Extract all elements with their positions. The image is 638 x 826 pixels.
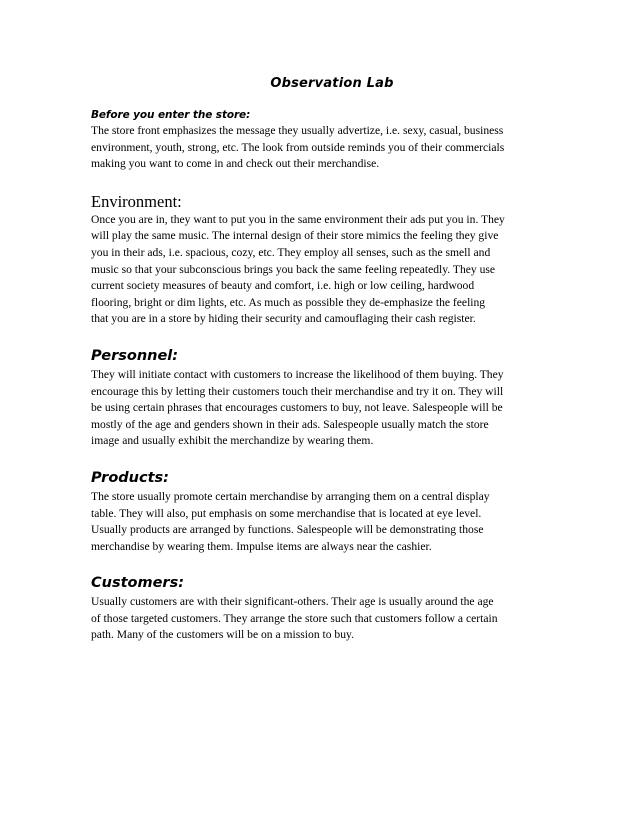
text-line: flooring, bright or dim lights, etc. As much as possible they de-emphasize the feeling [91,295,486,309]
text-line: They will initiate contact with customers to increase the likelihood of them buying. They [91,367,504,381]
text-line: Once you are in, they want to put you in the same environment their ads put you in. They [91,212,505,226]
text-line: will play the same music. The internal design of their store mimics the feeling they give [91,229,499,243]
text-line: current society measures of beauty and comfort, i.e. high or low ceiling, hardwood [91,279,475,293]
section-heading-before-you-enter: Before you enter the store: [91,109,251,121]
section-body-environment [91,212,553,328]
section-heading-personnel: Personnel: [91,347,179,364]
section-heading-environment: Environment: [91,191,182,211]
text-line: that you are in a store by hiding their security and camouflaging their cash register. [91,312,476,326]
text-line: environment, youth, strong, etc. The look from outside reminds you of their commercials [91,140,505,154]
text-line: music so that your subconscious brings you back the same feeling repeatedly. They use [91,262,496,276]
document-page [91,76,553,644]
section-environment [91,193,553,328]
section-body-products [91,489,553,555]
text-line: The store front emphasizes the message they usually advertize, i.e. sexy, casual, business [91,124,504,137]
section-body-before-you-enter [91,123,553,173]
text-line: mostly of the age and genders shown in their ads. Salespeople usually match the store [91,417,489,431]
text-line: image and usually exhibit the merchandize by wearing them. [91,434,374,448]
text-line: path. Many of the customers will be on a mission to buy. [91,628,354,642]
section-heading-customers: Customers: [91,575,185,592]
section-body-personnel [91,367,553,450]
text-line: be using certain phrases that encourages customers to buy, not leave. Salespeople will be [91,401,503,415]
text-line: The store usually promote certain merchandise by arranging them on a central display [91,489,490,503]
text-line: of those targeted customers. They arrange the store such that customers follow a certain [91,611,498,625]
text-line: you in their ads, i.e. spacious, cozy, etc. They employ all senses, such as the smell and [91,245,491,259]
section-body-customers [91,594,553,644]
text-line: table. They will also, put emphasis on some merchandise that is located at eye level. [91,506,482,520]
section-heading-products: Products: [91,469,169,486]
text-line: merchandise by wearing them. Impulse items are always near the cashier. [91,539,432,553]
section-personnel [91,347,553,450]
section-before-you-enter [91,109,553,173]
text-line: Usually products are arranged by functions. Salespeople will be demonstrating those [91,523,484,537]
text-line: Usually customers are with their significant-others. Their age is usually around the age [91,595,494,609]
section-customers [91,574,553,644]
text-line: encourage this by letting their customers touch their merchandise and try it on. They will [91,384,504,398]
document-title: Observation Lab [270,76,394,91]
text-line: making you want to come in and check out their merchandise. [91,157,380,171]
section-products [91,469,553,555]
